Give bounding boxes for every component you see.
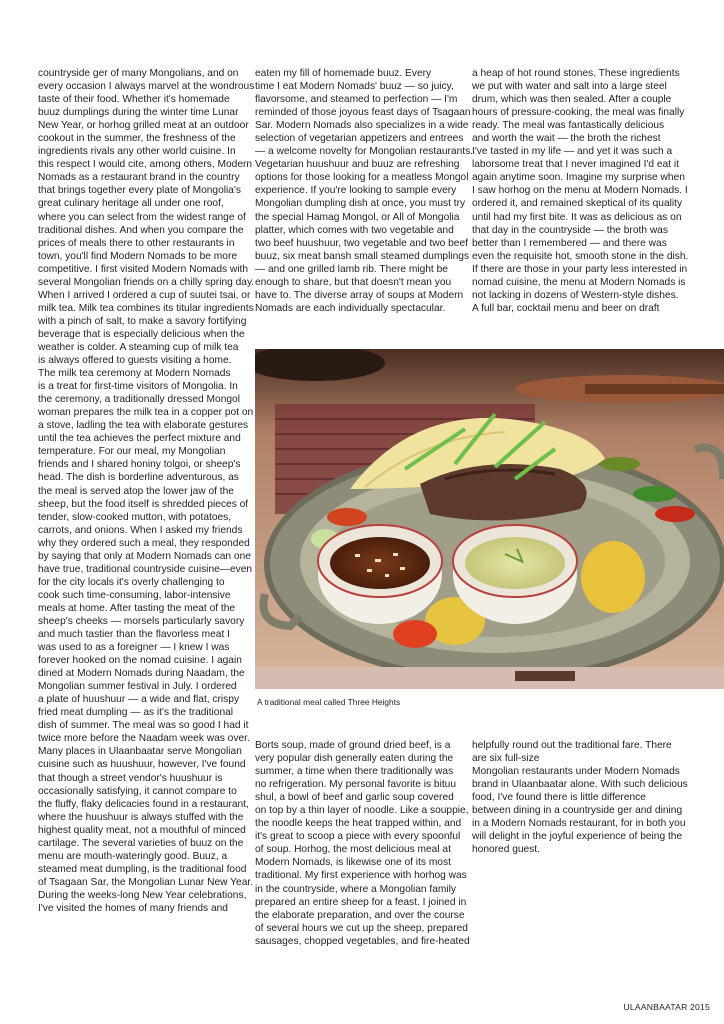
text-line: dined at Modern Nomads during Naadam, the [38,668,245,680]
text-line: sheep, but the food itself is shredded pieces of [38,498,249,510]
text-line: Mongolian dumpling dish at once, you must try [255,198,466,210]
text-line: Mongolian summer festival in July. I ordered [38,681,237,693]
text-line: this respect I would cite, among others, Modern [38,159,253,171]
text-line: occasionally satisfying, it cannot compare to [38,785,237,797]
text-line: Modern Nomads, is likewise one of its most [255,857,451,869]
text-line: New Year, or horhog grilled meat at an outdoor [38,120,249,132]
text-line: again anytime soon. Imagine my surprise when [472,172,685,184]
text-line: During the weeks-long New Year celebrations, [38,889,247,901]
text-line: of Tsagaan Sar, the Mongolian Lunar New Year. [38,876,254,888]
text-line: competitive. I first visited Modern Nomads with [38,263,249,275]
page-footer: ULAANBAATAR 2015 [623,1002,710,1012]
text-line: is a treat for first-time visitors of Mongolia. In [38,381,238,393]
text-line: of soup. Horhog, the most delicious meal at [255,844,451,856]
text-line: milk tea. Milk tea combines its titular ingredients [38,302,254,314]
article-column-2-top [255,67,474,315]
food-photo [255,349,724,689]
text-line: food, I've found there is little difference [472,792,646,804]
text-line: I've visited the homes of many friends and [38,903,228,914]
text-line: with a pinch of salt, to make a savory fortifying [38,315,247,327]
text-line: shul, a bowl of beef and garlic soup covered [255,792,454,804]
text-line: dish of summer. The meal was so good I had it [38,720,249,732]
text-line: selection of vegetarian appetizers and entrees [255,133,464,145]
article-column-2-bottom [255,739,470,948]
text-line: a plate of huushuur — a wide and flat, crispy [38,694,240,706]
text-line: very popular dish generally eaten during the [255,753,454,765]
text-line: two beef huushuur, two vegetable and two beef [255,237,468,249]
text-line: that brings together every plate of Mongolia's [38,185,241,197]
text-line: traditional. My first experience with horhog was [255,870,467,882]
text-line: several Mongolian friends on a chilly spring day. [38,276,255,288]
text-line: buuz dumplings during the winter time Lunar [38,107,239,119]
text-line: in a Modern Nomads restaurant, for in both you [472,818,686,830]
text-line: carrots, and onions. When I asked my friends [38,524,243,536]
text-line: the elaborate preparation, and over the course [255,909,465,921]
text-line: a heap of hot round stones. These ingredients [472,68,680,79]
article-column-3-bottom [472,739,688,856]
text-line: by saying that only at Modern Nomads can one [38,550,251,562]
text-line: forever hooked on the nomad cuisine. I again [38,655,242,667]
text-line: have to. The diverse array of soups at Modern [255,289,464,301]
text-line: menu are mouth-wateringly good. Buuz, a [38,850,228,862]
text-line: experience. If you're looking to sample every [255,185,457,197]
text-line: helpfully round out the traditional fare. There [472,740,672,751]
text-line: countryside ger of many Mongolians, and on [38,68,239,79]
text-line: highest quality meat, not a mouthful of minced [38,824,246,836]
text-line: Nomads as a restaurant brand in the country [38,172,240,184]
text-line: ready. The meal was fantastically delicious [472,120,665,132]
text-line: the ceremony, a traditionally dressed Mongol [38,394,240,406]
text-line: the special Hamag Mongol, or All of Mongolia [255,211,460,223]
text-line: between dining in a countryside ger and dining [472,805,683,817]
text-line: woman prepares the milk tea in a copper pot on [38,407,254,419]
text-line: ordered it, and remained skeptical of its quality [472,198,683,210]
text-line: where you can select from the widest range of [38,211,246,223]
food-photo-illustration [255,349,724,689]
text-line: in the countryside, where a Mongolian family [255,883,457,895]
text-line: great culinary heritage all under one roof, [38,198,224,210]
text-line: prices of meals there to other restaurants in [38,237,235,249]
text-line: head. The dish is borderline adventurous, as [38,472,239,484]
text-line: not lacking in dozens of Western-style dishes. [472,289,679,301]
text-line: twice more before the Naadam week was over. [38,733,250,745]
text-line: a stove, ladling the tea with elaborate gestures [38,420,249,432]
text-line: is always offered to guests visiting a home. [38,355,232,367]
text-line: taste of their food. Whether it's homemade [38,94,230,106]
text-line: options for those looking for a meatless Mongol [255,172,469,184]
text-line: meals at home. After tasting the meat of the [38,602,236,614]
text-line: The milk tea ceremony at Modern Nomads [38,368,231,380]
text-line: cook such time-consuming, labor-intensive [38,589,231,601]
text-line: steamed meat dumpling, is the traditional food [38,863,247,875]
text-line: Sar. Modern Nomads also specializes in a wide [255,120,469,132]
text-line: why they ordered such a meal, they responded [38,537,250,549]
text-line: the noodle keeps the heat trapped within, and [255,818,462,830]
text-line: Nomads are each individually spectacular. [255,302,446,314]
text-line: cuisine such as huushuur, however, I've found [38,759,246,771]
text-line: even the requisite hot, smooth stone in the dish. [472,250,689,262]
text-line: it's great to scoop a piece with every spoonful [255,831,461,843]
text-line: until the tea achieves the perfect mixture and [38,433,241,445]
text-line: beverage that is especially delicious when the [38,328,245,340]
text-line: cookout in the summer, the freshness of the [38,133,236,145]
text-line: — a welcome novelty for Mongolian restaurants. [255,146,474,158]
photo-caption: A traditional meal called Three Heights [257,697,401,707]
text-line: brand in Ulaanbaatar alone. With such delicious [472,779,688,791]
text-line: I've tasted in my life — and yet it was such a [472,146,673,158]
article-column-3-top [472,67,689,315]
text-line: platter, which comes with two vegetable and [255,224,454,236]
text-line: If there are those in your party less interested in [472,263,688,275]
text-line: nomad cuisine, the menu at Modern Nomads is [472,276,686,288]
text-line: every occasion I always marvel at the wondrous [38,81,255,93]
text-line: where the huushuur is always stuffed with the [38,811,244,823]
text-line: traditional dishes. And when you compare the [38,224,244,236]
text-line: for the city locals it's overly challenging to [38,576,225,588]
text-line: and worth the wait — the broth the richest [472,133,661,145]
text-line: Many places in Ulaanbaatar serve Mongolian [38,746,242,758]
text-line: we put with water and salt into a large steel [472,81,667,93]
text-line: of several hours we cut up the sheep, prepared [255,922,468,934]
text-line: the meal is served atop the lower jaw of the [38,485,234,497]
text-line: the fluffy, flaky delicacies found in a restaurant, [38,798,249,810]
text-line: honored guest. [472,844,540,856]
text-line: Mongolian restaurants under Modern Nomads [472,766,680,778]
text-line: eaten my fill of homemade buuz. Every [255,68,432,79]
text-line: I saw horhog on the menu at Modern Nomads. I [472,185,688,197]
text-line: Borts soup, made of ground dried beef, is a [255,740,451,751]
text-line: and much tastier than the flavorless meat I [38,629,230,641]
text-line: that day in the countryside — the broth was [472,224,668,236]
text-line: Vegetarian huushuur and buuz are refreshing [255,159,460,171]
text-line: A full bar, cocktail menu and beer on draft [472,302,660,314]
text-line: laborsome treat that I never imagined I'd eat it [472,159,679,171]
text-line: cartilage. The several varieties of buuz on the [38,837,244,849]
text-line: fried meat dumpling — as it's the traditional [38,707,234,719]
text-line: better than I remembered — and there was [472,237,667,249]
text-line: reminded of those joyous feast days of Tsagaan [255,107,471,119]
text-line: that though a street vendor's huushuur is [38,772,223,784]
text-line: no refrigeration. My personal favorite is bituu [255,779,457,791]
text-line: drum, which was then sealed. After a couple [472,94,672,106]
text-line: on top by a thin layer of noodle. Like a souppie, [255,805,469,817]
text-line: tender, slow-cooked mutton, with potatoes, [38,511,232,523]
text-line: are six full-size [472,753,540,765]
text-line: temperature. For our meal, my Mongolian [38,446,226,458]
text-line: was used to as a foreigner — I knew I was [38,642,230,654]
text-line: ingredients rivals any other world cuisine. In [38,146,236,158]
text-line: time I eat Modern Nomads' buuz — so juicy, [255,81,454,93]
text-line: flavorsome, and steamed to perfection — I'm [255,94,458,106]
text-line: will delight in the joyful experience of being the [472,831,683,843]
text-line: town, you'll find Modern Nomads to be more [38,250,237,262]
text-line: — and one grilled lamb rib. There might be [255,263,448,275]
text-line: prepared an entire sheep for a feast. I joined in [255,896,467,908]
text-line: until had my first bite. It was as delicious as on [472,211,682,223]
text-line: friends and I shared honiny tolgoi, or sheep's [38,459,241,471]
text-line: summer, a time when there traditionally was [255,766,454,778]
text-line: When I arrived I ordered a cup of suutei tsai, or [38,289,251,301]
text-line: weather is colder. A steaming cup of milk tea [38,341,239,353]
text-line: hours of pressure-cooking, the meal was finally [472,107,685,119]
text-line: enough to share, but that doesn't mean you [255,276,452,288]
text-line: have true, traditional countryside cuisine—even [38,563,253,575]
article-column-1 [38,67,255,915]
text-line: sausages, chopped vegetables, and fire-heated [255,935,470,947]
text-line: buuz, six meat bansh small steamed dumplings [255,250,470,262]
text-line: sheep's cheeks — morsels particularly savory [38,615,245,627]
